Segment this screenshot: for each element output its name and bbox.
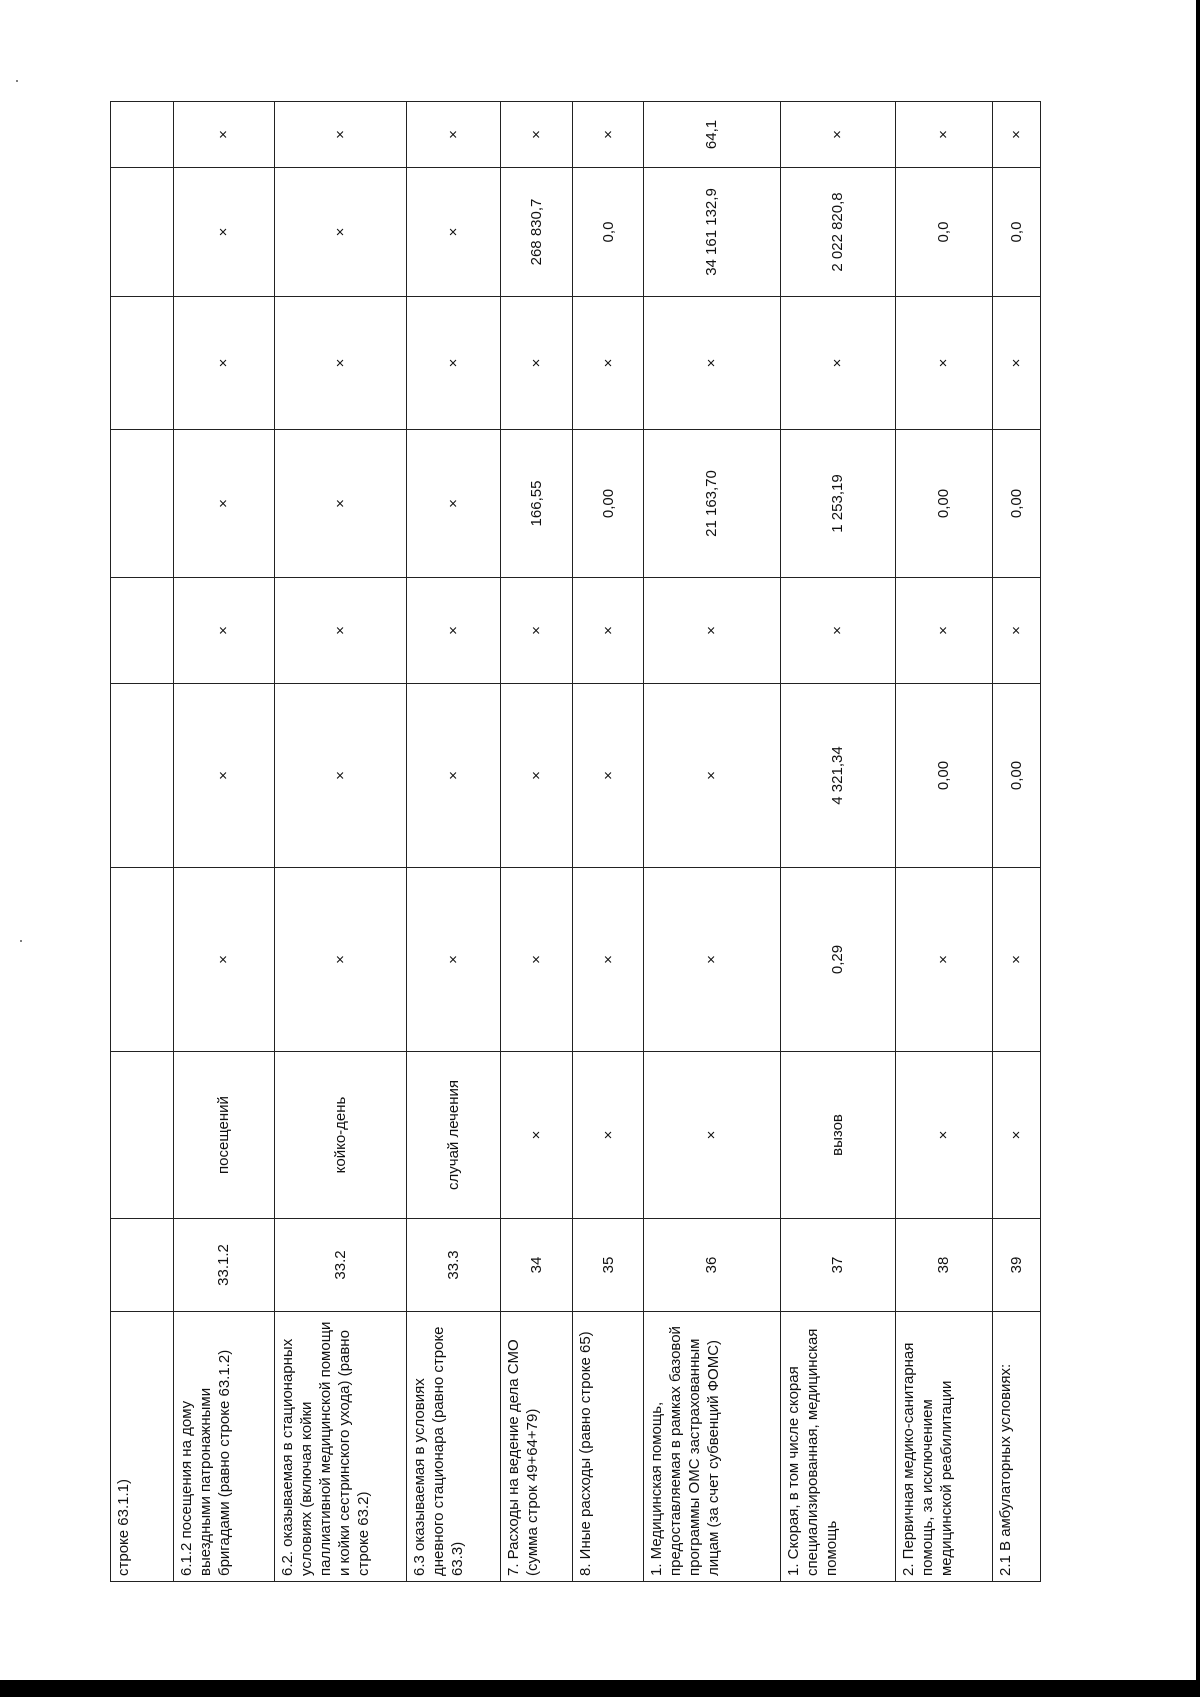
table-cell: × (992, 578, 1040, 684)
table-cell: 0,00 (572, 430, 643, 578)
table-cell: 4 321,34 (780, 684, 895, 868)
table-cell (111, 102, 174, 168)
table-cell: × (406, 578, 500, 684)
table-cell: 166,55 (501, 430, 572, 578)
table-cell: × (274, 868, 406, 1052)
table-cell: × (501, 578, 572, 684)
table-cell: 0,0 (896, 168, 993, 297)
table-cell: × (572, 684, 643, 868)
table-row (896, 102, 993, 1582)
table-cell: 0,00 (896, 430, 993, 578)
table-cell: × (501, 868, 572, 1052)
table-row (406, 102, 500, 1582)
table-cell (111, 430, 174, 578)
table-body (111, 102, 1041, 1582)
table-cell: × (896, 868, 993, 1052)
table-cell: × (572, 102, 643, 168)
table-cell: × (572, 578, 643, 684)
table-cell (111, 684, 174, 868)
table-cell: 0,00 (992, 684, 1040, 868)
table-cell: × (644, 1052, 780, 1219)
table-cell: × (501, 1052, 572, 1219)
table-cell: 1 253,19 (780, 430, 895, 578)
table-cell (111, 297, 174, 430)
table-cell: × (780, 102, 895, 168)
row-number-cell: 35 (572, 1219, 643, 1312)
table-cell: × (644, 578, 780, 684)
table-cell: × (992, 102, 1040, 168)
table-cell: × (274, 297, 406, 430)
table-cell: 2 022 820,8 (780, 168, 895, 297)
table-cell: × (274, 168, 406, 297)
row-number-cell: 38 (896, 1219, 993, 1312)
row-number-cell: 37 (780, 1219, 895, 1312)
table-cell: 0,00 (896, 684, 993, 868)
row-label-cell: 6.3 оказываемая в условиях дневного стационара (равно строке 63.3) (406, 1312, 500, 1582)
table-cell: вызов (780, 1052, 895, 1219)
table-cell: × (644, 684, 780, 868)
table-cell: × (572, 297, 643, 430)
table-cell: × (501, 297, 572, 430)
table-cell: × (406, 297, 500, 430)
table-cell: × (501, 684, 572, 868)
table-cell: 0,0 (572, 168, 643, 297)
table-row (173, 102, 274, 1582)
table-cell: × (406, 868, 500, 1052)
table-row (111, 102, 174, 1582)
table-cell: × (274, 102, 406, 168)
row-label-cell: 6.2. оказываемая в стационарных условиях (включая койки паллиативной медицинской помощи и койки сестринского ухода) (равно строке 63.2) (274, 1312, 406, 1582)
data-table (110, 101, 1041, 1582)
table-cell: × (992, 297, 1040, 430)
table-cell (111, 1052, 174, 1219)
table-cell: × (896, 1052, 993, 1219)
table-cell: × (572, 868, 643, 1052)
table-cell: 21 163,70 (644, 430, 780, 578)
row-label-cell: 7. Расходы на ведение дела СМО (сумма строк 49+64+79) (501, 1312, 572, 1582)
table-cell (111, 868, 174, 1052)
table-cell: × (274, 430, 406, 578)
table-cell: × (780, 297, 895, 430)
row-label-cell: строке 63.1.1) (111, 1312, 174, 1582)
scan-edge-right (1196, 0, 1200, 1697)
table-cell: × (644, 868, 780, 1052)
table-cell: 0,00 (992, 430, 1040, 578)
table-cell: × (896, 578, 993, 684)
row-label-cell: 1. Скорая, в том числе скорая специализированная, медицинская помощь (780, 1312, 895, 1582)
table-row (274, 102, 406, 1582)
table-row (501, 102, 572, 1582)
table-row (644, 102, 780, 1582)
row-number-cell: 33.1.2 (173, 1219, 274, 1312)
row-label-cell: 2. Первичная медико-санитарная помощь, за исключением медицинской реабилитации (896, 1312, 993, 1582)
table-cell: 0,0 (992, 168, 1040, 297)
table-cell: × (406, 430, 500, 578)
table-cell: случай лечения (406, 1052, 500, 1219)
row-number-cell (111, 1219, 174, 1312)
table-cell: × (406, 102, 500, 168)
table-cell: посещений (173, 1052, 274, 1219)
scan-edge-bottom (0, 1680, 1200, 1697)
table-cell: × (173, 297, 274, 430)
table-cell: × (274, 578, 406, 684)
table-cell: × (406, 168, 500, 297)
table-cell (111, 578, 174, 684)
table-cell: × (173, 684, 274, 868)
table-cell: × (992, 868, 1040, 1052)
table-cell: × (173, 102, 274, 168)
table-cell: 268 830,7 (501, 168, 572, 297)
row-label-cell: 6.1.2 посещения на дому выездными патронажными бригадами (равно строке 63.1.2) (173, 1312, 274, 1582)
row-label-cell: 1. Медицинская помощь, предоставляемая в рамках базовой программы ОМС застрахованным лицам (за счет субвенций ФОМС) (644, 1312, 780, 1582)
row-number-cell: 33.3 (406, 1219, 500, 1312)
table-cell: × (173, 168, 274, 297)
scan-speck (20, 940, 22, 942)
table-cell: 0,29 (780, 868, 895, 1052)
row-number-cell: 39 (992, 1219, 1040, 1312)
row-number-cell: 36 (644, 1219, 780, 1312)
table-cell: × (501, 102, 572, 168)
table-cell: × (173, 430, 274, 578)
table-cell: × (896, 102, 993, 168)
rotated-table-wrapper (110, 111, 1041, 1582)
table-cell: × (173, 868, 274, 1052)
row-label-cell: 8. Иные расходы (равно строке 65) (572, 1312, 643, 1582)
table-cell (111, 168, 174, 297)
row-number-cell: 33.2 (274, 1219, 406, 1312)
table-cell: × (780, 578, 895, 684)
table-cell: × (572, 1052, 643, 1219)
row-number-cell: 34 (501, 1219, 572, 1312)
table-cell: × (406, 684, 500, 868)
table-row (572, 102, 643, 1582)
row-label-cell: 2.1 В амбулаторных условиях: (992, 1312, 1040, 1582)
table-cell: × (992, 1052, 1040, 1219)
table-cell: × (896, 297, 993, 430)
table-row (780, 102, 895, 1582)
table-row (992, 102, 1040, 1582)
table-cell: 34 161 132,9 (644, 168, 780, 297)
table-cell: × (173, 578, 274, 684)
scan-speck (16, 80, 18, 82)
table-cell: 64,1 (644, 102, 780, 168)
table-cell: × (274, 684, 406, 868)
table-cell: × (644, 297, 780, 430)
table-cell: койко-день (274, 1052, 406, 1219)
